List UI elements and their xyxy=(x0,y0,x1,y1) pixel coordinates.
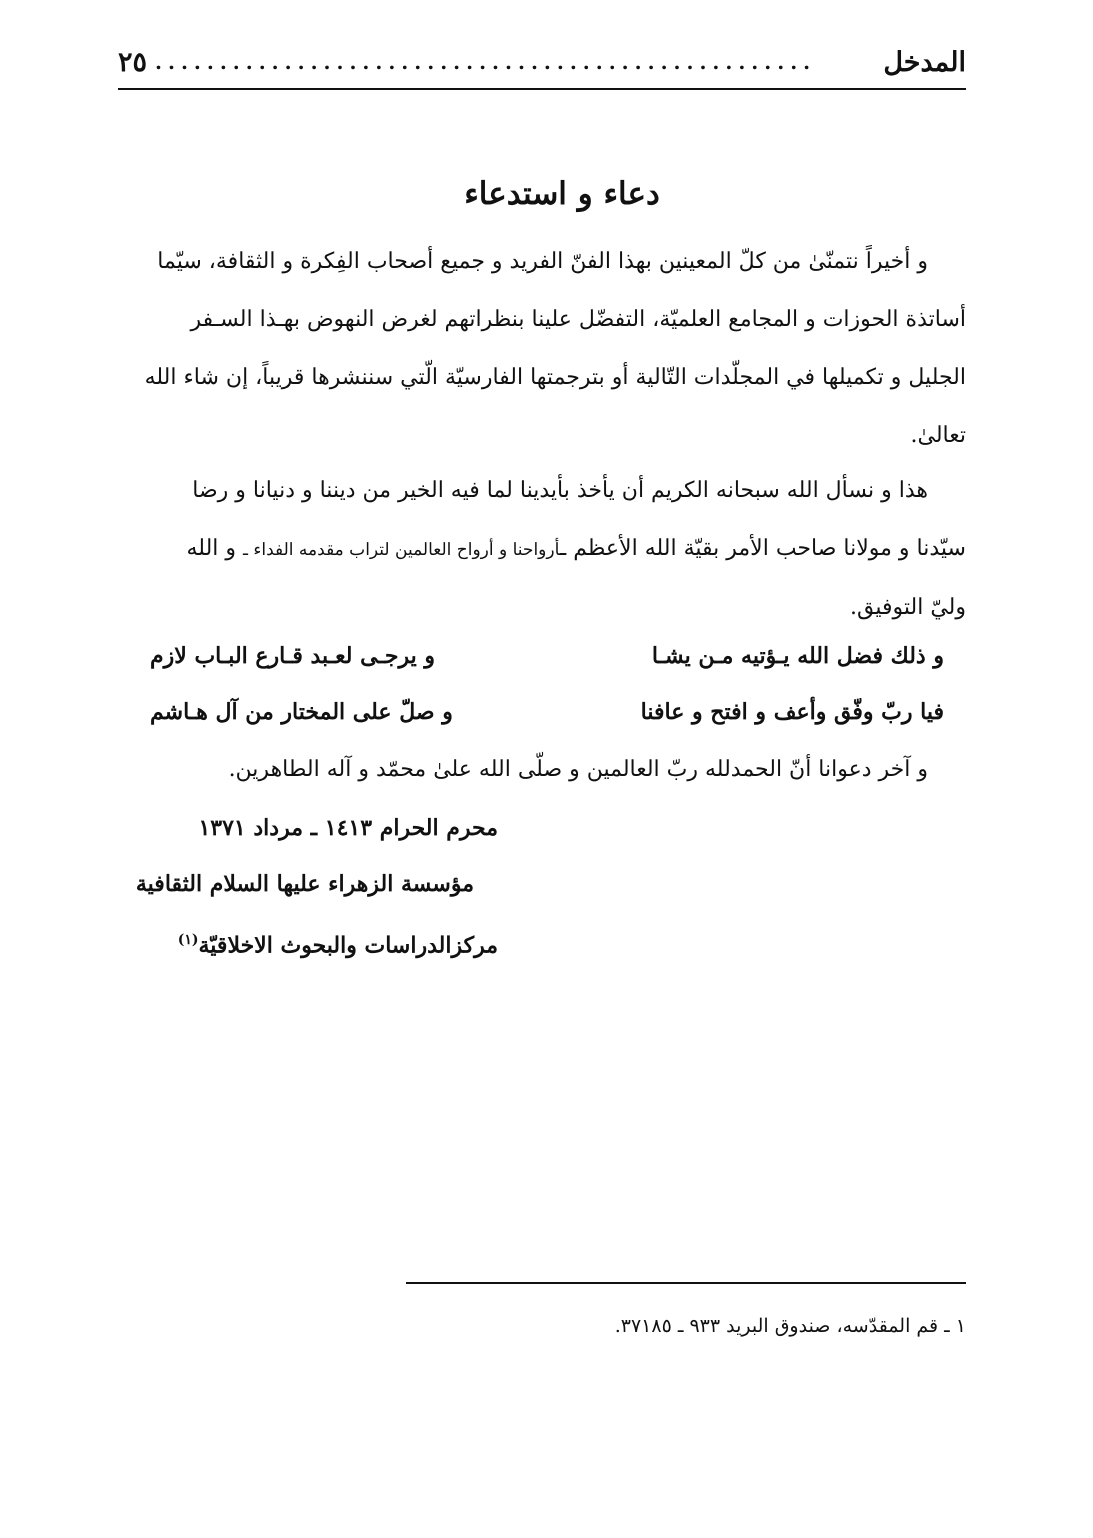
signature-center xyxy=(118,912,498,968)
signature-block xyxy=(118,800,498,968)
paragraph-line: وليّ التوفيق. xyxy=(850,595,966,620)
footnote-rule xyxy=(406,1282,966,1284)
paragraph-small-text: أرواحنا و أرواح العالمين لتراب مقدمه الفداء ـ xyxy=(243,540,560,560)
closing-line: و آخر دعوانا أنّ الحمدلله ربّ العالمين و صلّى الله علىٰ محمّد و آله الطاهرين. xyxy=(228,757,928,782)
paragraph-line: هذا و نسأل الله سبحانه الكريم أن يأخذ بأيدينا لما فيه الخير من ديننا و دنيانا و رضا xyxy=(192,478,928,503)
paragraph-line: الجليل و تكميلها في المجلّدات التّالية أو بترجمتها الفارسيّة الّتي سننشرها قريباً، إن شاء الله xyxy=(144,365,966,390)
running-header xyxy=(118,38,966,86)
footnote: ١ ـ قم المقدّسه، صندوق البريد ٩٣٣ ـ ٣٧١٨٥. xyxy=(614,1315,966,1337)
verse-row xyxy=(150,628,944,684)
signature-date: محرم الحرام ١٤١٣ ـ مرداد ١٣٧١ xyxy=(198,815,498,841)
paragraph-text: و الله xyxy=(186,536,243,561)
verse-second-hemistich: و يرجـى لعـبد قـارع البـاب لازم xyxy=(150,643,436,669)
paragraph-text: سيّدنا و مولانا صاحب الأمر بقيّة الله الأعظم ـ xyxy=(559,536,966,561)
signature-institution: مؤسسة الزهراء عليها السلام الثقافية xyxy=(135,871,474,897)
header-title: المدخل xyxy=(883,46,966,78)
signature-center-name: مركزالدراسات والبحوث الاخلاقيّة xyxy=(198,932,498,959)
paragraph-line xyxy=(118,520,966,579)
verse-second-hemistich: و صلّ على المختار من آل هـاشم xyxy=(150,699,453,725)
header-rule xyxy=(118,88,966,90)
section-title: دعاء و استدعاء xyxy=(464,176,660,212)
verse-first-hemistich: و ذلك فضل الله يـؤتيه مـن يشـا xyxy=(651,643,944,669)
verse-first-hemistich: فيا ربّ وفّق وأعف و افتح و عافنا xyxy=(640,699,944,725)
paragraph-intro xyxy=(118,233,966,465)
paragraph-prayer xyxy=(118,462,966,637)
header-leader-dots: ................................................... xyxy=(155,50,817,74)
verse-row xyxy=(150,684,944,740)
footnote-marker: (١) xyxy=(177,932,199,948)
paragraph-line: و أخيراً نتمنّىٰ من كلّ المعينين بهذا الفنّ الفريد و جميع أصحاب الفِكرة و الثقافة، سيّما xyxy=(157,249,928,274)
paragraph-line: أساتذة الحوزات و المجامع العلميّة، التفضّل علينا بنظراتهم لغرض النهوض بهـذا السـفر xyxy=(190,307,966,332)
poem-verses xyxy=(150,628,944,740)
page-number: ٢٥ xyxy=(118,46,148,78)
paragraph-line: تعالىٰ. xyxy=(910,423,966,448)
